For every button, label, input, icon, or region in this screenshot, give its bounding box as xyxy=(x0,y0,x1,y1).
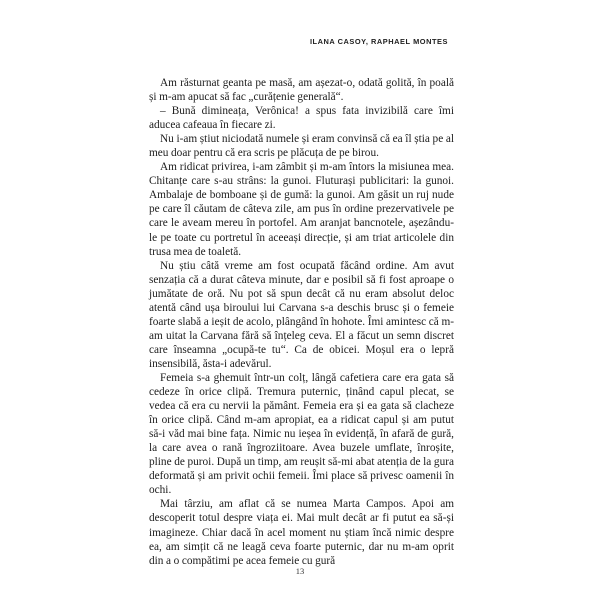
paragraph: Nu i-am știut niciodată numele și eram convinsă că ea îl știa pe al meu doar pentru că era scris pe plăcuța de pe birou. xyxy=(149,133,454,160)
running-head: ILANA CASOY, RAPHAEL MONTES xyxy=(309,37,448,46)
paragraph: – Bună dimineața, Verônica! a spus fata invizibilă care îmi aducea cafeaua în fiecare zi. xyxy=(149,105,454,132)
paragraph: Nu știu câtă vreme am fost ocupată făcând ordine. Am avut senzația că a durat câteva minute, dar e posibil să fi fost aproape o jumătate de oră. Nu pot să spun decât că nu eram absolut deloc atentă când ușa biroului lui Carvana s-a deschis brusc și o femeie foarte slabă a ieșit de acolo, plângând în hohote. Îmi amintesc că m-am uitat la Carvana fără să înțeleg ceva. El a făcut un semn discret care înseamna „ocupă-te tu“. Ca de obicei. Moșul era o lepră insensibilă, ăsta-i adevărul. xyxy=(149,259,454,370)
body-text xyxy=(149,76,454,568)
paragraph: Am ridicat privirea, i-am zâmbit și m-am întors la misiunea mea. Chitanțe care s-au strâns: la gunoi. Fluturași publicitari: la gunoi. Ambalaje de bomboane și de gumă: la gunoi. Am găsit un ruj nude pe care îl căutam de câteva zile, am pus în ordine prezervativele pe care le aveam mereu în portofel. Am aranjat bancnotele, așezându-le pe toate cu portretul în aceeași direcție, și am triat articolele din trusa mea de toaletă. xyxy=(149,161,454,258)
paragraph: Mai târziu, am aflat că se numea Marta Campos. Apoi am descoperit totul despre viața ei. Mai mult decât ar fi putut ea să-și imagineze. Chiar dacă în acel moment nu știam încă nimic despre ea, am simțit că ne leagă ceva foarte puternic, dar nu m-am oprit din a o compătimi pe acea femeie cu gură xyxy=(149,498,454,567)
paragraph: Femeia s-a ghemuit într-un colț, lângă cafetiera care era gata să cedeze în orice clipă. Tremura puternic, ținând capul plecat, se vedea că era cu nervii la pământ. Femeia era și ea gata să clacheze în orice clipă. Când m-am apropiat, ea a ridicat capul și am putut să-i văd mai bine fața. Nimic nu ieșea în evidență, în afară de gură, la care avea o rană îngroziitoare. Avea buzele umflate, înroșite, pline de puroi. După un timp, am reușit să-mi abat atenția de la gura deformată și am privit ochii femeii. Îmi place să privesc oamenii în ochi. xyxy=(149,371,454,497)
page-number: 13 xyxy=(295,566,305,576)
paragraph: Am răsturnat geanta pe masă, am așezat-o, odată golită, în poală și m-am apucat să fac „curățenie generală“. xyxy=(149,77,454,104)
